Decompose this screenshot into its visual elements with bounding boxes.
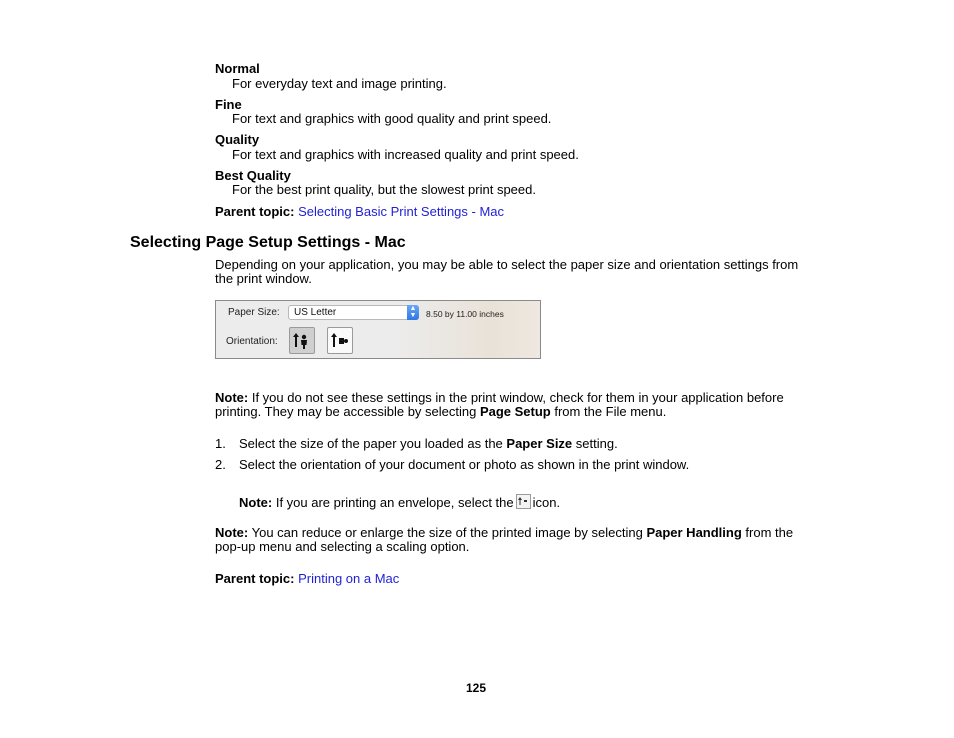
- desc-fine: For text and graphics with good quality and print speed.: [232, 111, 552, 126]
- term-best-quality: Best Quality: [215, 168, 291, 183]
- portrait-icon: [290, 328, 314, 353]
- paper-dimensions: 8.50 by 11.00 inches: [426, 309, 504, 319]
- intro-line-2: the print window.: [215, 271, 312, 286]
- note-2-pre: If you are printing an envelope, select the: [275, 495, 514, 510]
- note-2: [239, 494, 560, 510]
- note-3-line-1-post: from the: [741, 525, 794, 540]
- note-label: Note:: [215, 390, 249, 405]
- parent-topic-link-printing-on-mac[interactable]: Printing on a Mac: [298, 571, 400, 586]
- term-quality: Quality: [215, 132, 260, 147]
- paper-size-value: US Letter: [294, 307, 337, 318]
- note-1-text: If you do not see these settings in the print window, check for them in your application before: [251, 390, 784, 405]
- step-1-pre: Select the size of the paper you loaded as the: [239, 436, 507, 451]
- desc-best-quality: For the best print quality, but the slowest print speed.: [232, 182, 536, 197]
- section-heading: Selecting Page Setup Settings - Mac: [130, 234, 406, 251]
- page-setup-dialog: [215, 300, 541, 359]
- portrait-orientation-button[interactable]: [289, 327, 315, 354]
- desc-normal: For everyday text and image printing.: [232, 76, 447, 91]
- landscape-icon: [328, 328, 352, 353]
- parent-topic-link-basic-settings[interactable]: Selecting Basic Print Settings - Mac: [298, 204, 505, 219]
- parent-topic-label: Parent topic:: [215, 204, 295, 219]
- note-3-line-2: pop-up menu and selecting a scaling option.: [215, 539, 470, 554]
- note-1-line-2: [215, 405, 666, 419]
- note-1-line-2-post: from the File menu.: [550, 404, 667, 419]
- parent-topic-2: [215, 572, 399, 586]
- parent-topic-1: [215, 205, 504, 219]
- page-number: 125: [466, 681, 487, 695]
- note-label: Note:: [239, 495, 273, 510]
- step-2-text: Select the orientation of your document or photo as shown in the print window.: [239, 457, 690, 472]
- note-3-line-1-pre: You can reduce or enlarge the size of the printed image by selecting: [251, 525, 647, 540]
- landscape-orientation-button[interactable]: [327, 327, 353, 354]
- step-2-number: 2.: [215, 457, 226, 472]
- paper-handling-term: Paper Handling: [646, 525, 742, 540]
- step-1-number: 1.: [215, 436, 226, 451]
- paper-size-term: Paper Size: [506, 436, 573, 451]
- term-normal: Normal: [215, 61, 260, 76]
- note-3-line-1: [215, 526, 793, 540]
- page-setup-term: Page Setup: [479, 404, 551, 419]
- step-1-post: setting.: [572, 436, 618, 451]
- intro-line-1: Depending on your application, you may be able to select the paper size and orientation settings from: [215, 257, 799, 272]
- popup-chevrons-icon: ▲ ▼: [407, 305, 419, 320]
- note-2-post: icon.: [532, 495, 561, 510]
- orientation-label: Orientation:: [226, 336, 278, 347]
- envelope-orientation-icon: [516, 494, 531, 509]
- paper-size-popup[interactable]: [288, 305, 419, 320]
- desc-quality: For text and graphics with increased quality and print speed.: [232, 147, 579, 162]
- note-label: Note:: [215, 525, 249, 540]
- step-1-text: [239, 437, 618, 451]
- parent-topic-label: Parent topic:: [215, 571, 295, 586]
- term-fine: Fine: [215, 97, 242, 112]
- note-1-line-1: [215, 391, 784, 405]
- paper-size-label: Paper Size:: [228, 307, 280, 318]
- note-1-line-2-pre: printing. They may be accessible by selecting: [215, 404, 480, 419]
